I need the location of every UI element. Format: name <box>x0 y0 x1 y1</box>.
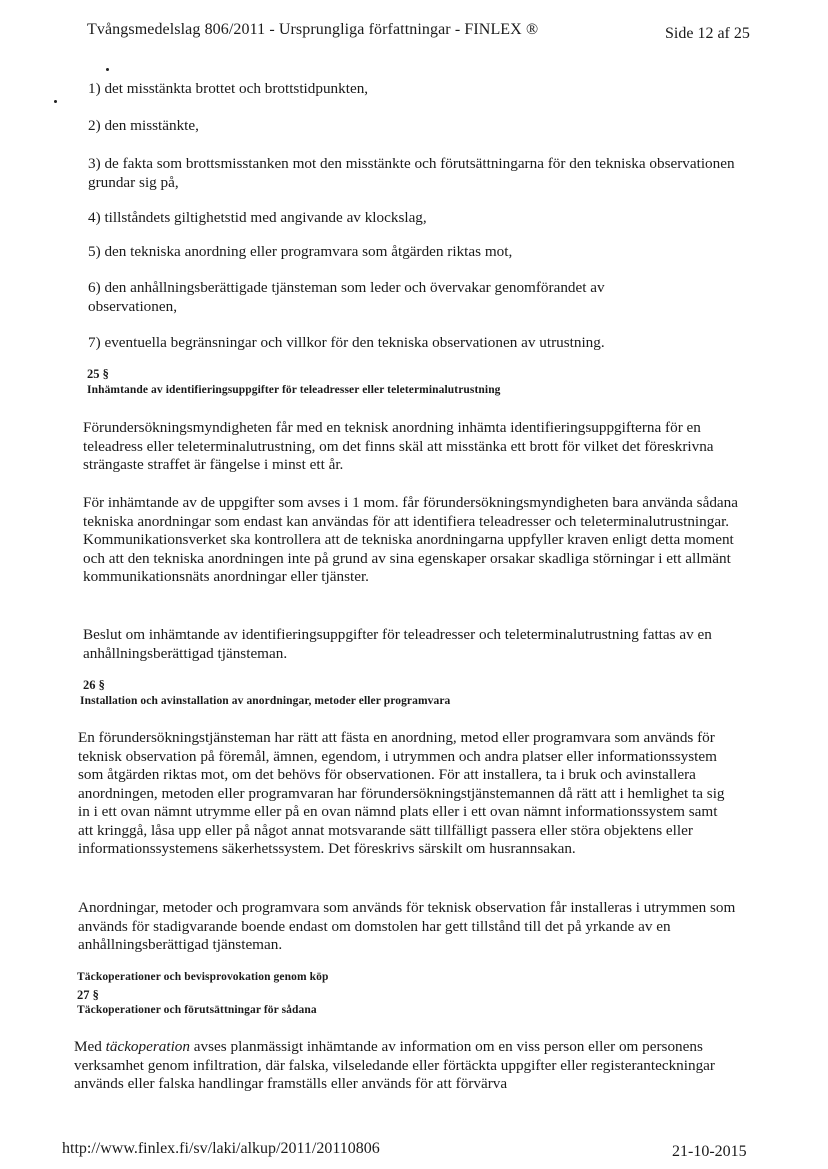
list-item: 3) de fakta som brottsmisstanken mot den misstänkte och förutsättningarna för den tekniska observationen grundar sig på, <box>88 155 735 191</box>
section-paragraph: Beslut om inhämtande av identifieringsuppgifter för teleadresser och teleterminalutrustning fattas av en anhållningsberättigad tjänsteman. <box>83 626 712 662</box>
section-paragraph: Anordningar, metoder och programvara som används för teknisk observation får installeras i utrymmen som används för stadigvarande boende endast om domstolen har gett tillstånd till det på yrkande av en anhållningsberättigad tjänsteman. <box>78 899 736 953</box>
source-url: http://www.finlex.fi/sv/laki/alkup/2011/20110806 <box>62 1140 380 1157</box>
section-number: 27 § <box>77 988 99 1002</box>
section-title: Täckoperationer och förutsättningar för sådana <box>77 1004 317 1016</box>
paragraph-text: avses planmässigt inhämtande av information om en viss person eller om personens verksamhet genom infiltration, där falska, vilseledande eller förtäckta uppgifter eller registeranteckningar används eller falska handlingar framställs eller används för att förvärva <box>74 1038 715 1092</box>
section-number: 26 § <box>83 678 105 692</box>
document-header-title: Tvångsmedelslag 806/2011 - Ursprungliga författningar - FINLEX ® <box>87 21 539 38</box>
list-item: 2) den misstänkte, <box>88 117 199 134</box>
scan-speck <box>106 68 109 71</box>
paragraph-text: Med <box>74 1038 106 1055</box>
section-number: 25 § <box>87 367 109 381</box>
print-date: 21-10-2015 <box>672 1143 747 1160</box>
section-paragraph <box>74 1038 724 1094</box>
defined-term: täckoperation <box>105 1038 190 1055</box>
list-item: 4) tillståndets giltighetstid med angivande av klockslag, <box>88 209 427 226</box>
section-paragraph: En förundersökningstjänsteman har rätt att fästa en anordning, metod eller programvara som används för teknisk observation på föremål, ämnen, egendom, i utrymmen och andra platser eller informationssystem som åtgärden riktas mot, om det behövs för observationen. För att installera, ta i bruk och avinstallera anordningen, metoden eller programvaran har förundersökningstjänstemannen då rätt att i hemlighet ta sig in i ett ovan nämnt utrymme eller på en ovan nämnd plats eller i ett ovan nämnt informationssystem samt att kringgå, låsa upp eller på något annat motsvarande sätt tillfälligt passera eller störa objektens eller informationssystemens säkerhetssystem. Det föreskrivs särskilt om husrannsakan. <box>78 729 725 857</box>
chapter-heading: Täckoperationer och bevisprovokation genom köp <box>77 971 329 983</box>
scan-speck <box>54 100 57 103</box>
list-item: 1) det misstänkta brottet och brottstidpunkten, <box>88 80 369 97</box>
section-title: Inhämtande av identifieringsuppgifter för teleadresser eller teleterminalutrustning <box>87 384 501 396</box>
list-item: 7) eventuella begränsningar och villkor för den tekniska observationen av utrustning. <box>88 334 605 351</box>
section-paragraph: För inhämtande av de uppgifter som avses i 1 mom. får förundersökningsmyndigheten bara använda sådana tekniska anordningar som endast kan användas för att identifiera teleadresser och teleterminalutrustningar. Kommunikationsverket ska kontrollera att de tekniska anordningarna uppfyller kraven enligt detta moment och att den tekniska anordningen inte på grund av sina egenskaper orsakar skadliga störningar i ett allmänt kommunikationsnäts anordningar eller tjänster. <box>83 494 738 585</box>
list-item: 6) den anhållningsberättigade tjänsteman som leder och övervakar genomförandet av observationen, <box>88 279 605 315</box>
section-paragraph: Förundersökningsmyndigheten får med en teknisk anordning inhämta identifieringsuppgifterna för en teleadress eller teleterminalutrustning, om det finns skäl att misstänka ett brott för vilket det föreskrivna strängaste straffet är fängelse i minst ett år. <box>83 419 714 473</box>
list-item: 5) den tekniska anordning eller programvara som åtgärden riktas mot, <box>88 243 513 260</box>
section-title: Installation och avinstallation av anordningar, metoder eller programvara <box>80 695 451 707</box>
page-number: Side 12 af 25 <box>665 25 750 42</box>
